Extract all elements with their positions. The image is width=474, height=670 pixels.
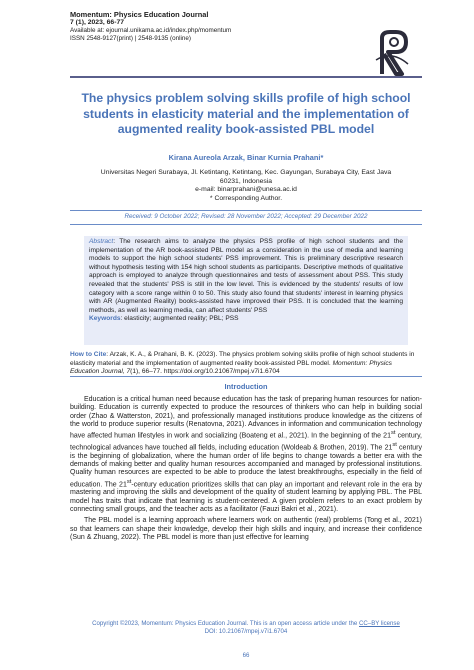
divider — [70, 376, 422, 377]
abstract-label: Abstract — [89, 238, 114, 245]
paragraph: The PBL model is a learning approach where learners work on authentic (real) problems (Tong et al., 2021) so that learners can shape their knowledge, develop their high skills and inquiry, and increase their confidence (Sun & Zhuang, 2022). The PBL model is more than just effective for learning — [70, 517, 422, 542]
abstract-box — [84, 236, 408, 345]
page-footer — [70, 620, 422, 636]
divider — [70, 210, 422, 211]
superscript: st — [390, 430, 396, 437]
cite-text: : Arzak, K. A., & Prahani, B. K. (2023). The physics problem solving skills profile of high school students in elasticity material and the implementation of augmented reality book-assisted PBL model. — [70, 351, 415, 367]
text-run: Education is a critical human need because education has the task of preparing human resources for nation-building. Education is currently expected to produce the resources of thinkers who can help in building social order (Zhao & Watterston, 2021), and professionally managed institutions produce knowledge as the citizens of the world to produce superior results (Renatovna, 2021). Advances in information and communication technology have affected human lifestyles in work and socializing (Boateng et al., 2021). In the beginning of the 21 — [70, 396, 422, 440]
journal-logo-icon — [372, 30, 412, 76]
page-number: 66 — [242, 652, 250, 659]
text-run: century, technological advances have touched all fields, including education (Woldeab & Brothen, 2019). The 21 — [70, 432, 423, 452]
cite-journal: Momentum: Physics Education Journal, 7 — [70, 359, 392, 376]
affiliation-line: 60231, Indonesia — [219, 177, 273, 185]
copyright-line — [70, 620, 422, 628]
keywords-text: : elasticity; augmented reality; PBL; PSS — [120, 315, 239, 323]
footer-doi[interactable]: DOI: 10.21067/mpej.v7i1.6704 — [204, 628, 288, 635]
paper-title: The physics problem solving skills profile of high school students in elasticity material and the implementation of augmented reality book-assisted PBL model — [81, 91, 411, 136]
license-link[interactable]: CC–BY license — [359, 620, 400, 627]
journal-volume: 7 (1), 2023, 66-77 — [70, 19, 125, 26]
author-affiliation — [70, 169, 422, 203]
journal-name: Momentum: Physics Education Journal — [70, 10, 209, 19]
corresponding-note: * Corresponding Author. — [209, 194, 283, 202]
how-to-cite — [70, 351, 422, 377]
text-run: century is the beginning of globalization, where the human order of life begins to change towards a better era with the demands of making better and quality human resources accompanied and managed by professional institutions. Quality human resources are expected to be able to produce the latest breakthroughs, especially in the field of education. The 21 — [70, 444, 423, 489]
introduction-body — [70, 396, 422, 542]
keywords-label: Keywords — [89, 315, 121, 323]
author-email[interactable]: e-mail: binarprahani@unesa.ac.id — [195, 186, 297, 194]
section-heading-introduction: Introduction — [224, 382, 268, 391]
submission-dates: Received: 9 October 2022; Revised: 28 November 2022; Accepted: 29 December 2022 — [124, 213, 368, 220]
superscript: st — [392, 442, 397, 449]
abstract-text: : The research aims to analyze the physics PSS profile of high school students and the implementation of the AR book-assisted PBL model as a consideration in the use of media and learning models to support the high school students' PSS improvement. This is preliminary descriptive research without hypothesis testing with 154 high school students as participants. Descriptive methods of qualitative approach is employed to analyze through questionnaires and tests of assessment about PSS. This study revealed that the students' PSS is still in the low level. This is evidenced by the students' results of low category with a score range within 0 to 50. This study also found that students' interest in learning physics with AR (Augmented Reality) books-assisted have improved their PSS. It is concluded that the learning methods, as well as learning media, can affect students' PSS — [89, 238, 403, 314]
cite-doi[interactable]: (1), 66–77. https://doi.org/10.21067/mpej.v7i1.6704 — [130, 368, 280, 376]
superscript: st — [126, 478, 132, 485]
paper-authors: Kirana Aureola Arzak, Binar Kurnia Prahani* — [168, 153, 324, 162]
header-rule — [70, 76, 422, 78]
journal-issn: ISSN 2548-9127(print) | 2548-9135 (online) — [70, 35, 191, 43]
text-run: -century education prioritizes skills that can play an important and relevant role in the era by mastering and improving the skills and development of the quality of student learning by applying PBL. The PBL model has traits that indicate that learning is student-centered. A given problem refers to an exact problem by connecting small groups, and the teacher acts as a facilitator (Fauzi Bakri et al., 2021). — [70, 481, 422, 514]
affiliation-line: Universitas Negeri Surabaya, Jl. Ketintang, Ketintang, Kec. Gayungan, Surabaya City, East Java — [100, 169, 392, 176]
cite-label: How to Cite — [70, 351, 107, 358]
journal-header — [70, 10, 390, 44]
paragraph — [70, 396, 422, 514]
divider — [70, 224, 422, 225]
journal-url[interactable]: Available at: ejournal.unikama.ac.id/index.php/momentum — [70, 27, 232, 35]
copyright-text: Copyright ©2023, Momentum: Physics Education Journal. This is an open access article under the — [92, 620, 359, 627]
